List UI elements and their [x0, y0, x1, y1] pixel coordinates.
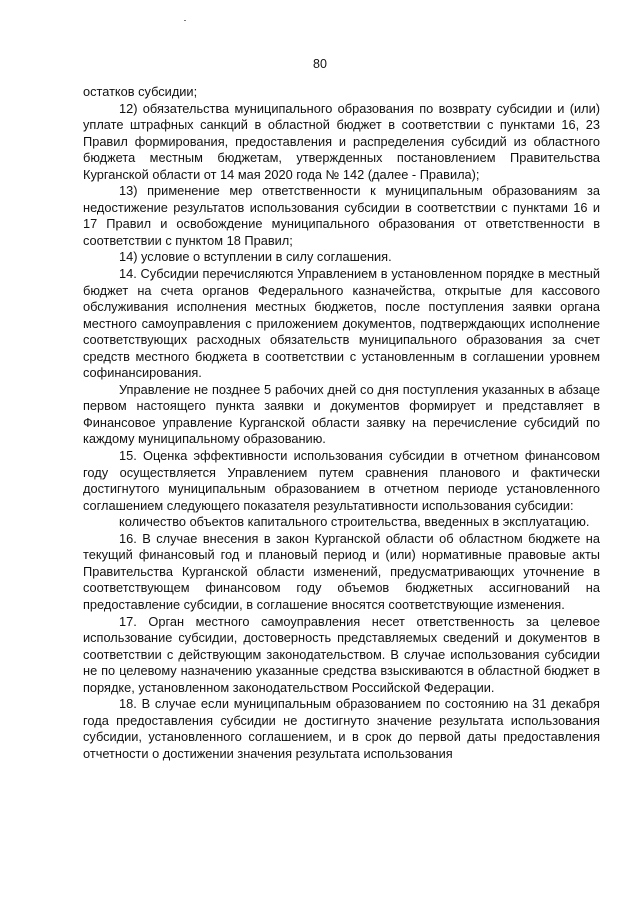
paragraph-section-15-indicator: количество объектов капитального строительства, введенных в эксплуатацию. [119, 514, 590, 530]
paragraph-section-17: 17. Орган местного самоуправления несет ответственность за целевое использование субсидии, достоверность представляемых сведений и документов в соответствии с действующим законодательством. В случае использования субсидии не по целевому назначению указанные средства взыскиваются в областной бюджет в порядке, установленном законодательством Российской Федерации. [83, 613, 600, 695]
paragraph-item-13: 13) применение мер ответственности к муниципальным образованиям за недостижение результатов использования субсидии в соответствии с пунктами 16 и 17 Правил и освобождение муниципального образования от ответственности в соответствии с пунктом 18 Правил; [83, 183, 600, 248]
paragraph-continuation: остатков субсидии; [83, 84, 198, 99]
document-body [83, 84, 600, 762]
paragraph-section-14: 14. Субсидии перечисляются Управлением в установленном порядке в местный бюджет на счета органов Федерального казначейства, открытые для кассового обслуживания исполнения местных бюджетов, после поступления заявки органа местного самоуправления с приложением документов, подтверждающих исполнение соответствующих расходных обязательств муниципального образования за счет средств местного бюджета в соответствии с установленным в соглашении уровнем софинансирования. [83, 266, 600, 381]
paragraph-section-15: 15. Оценка эффективности использования субсидии в отчетном финансовом году осуществляется Управлением путем сравнения планового и фактически достигнутого муниципальным образованием в отчетном периоде установленного соглашением следующего показателя результативности использования субсидии: [83, 448, 600, 513]
speck-mark [184, 20, 186, 21]
paragraph-section-16: 16. В случае внесения в закон Курганской области об областном бюджете на текущий финансовый год и плановый период и (или) нормативные правовые акты Правительства Курганской области изменений, предусматривающих уточнение в соответствующем финансовом году объемов бюджетных ассигнований на предоставление субсидии, в соглашение вносятся соответствующие изменения. [83, 530, 600, 612]
paragraph-item-14-condition: 14) условие о вступлении в силу соглашения. [119, 249, 392, 265]
page-number: 80 [313, 57, 327, 71]
paragraph-section-14-continued: Управление не позднее 5 рабочих дней со дня поступления указанных в абзаце первом настоящего пункта заявки и документов формирует и представляет в Финансовое управление Курганской области заявку на перечисление субсидий по каждому муниципальному образованию. [83, 381, 600, 447]
paragraph-item-12: 12) обязательства муниципального образования по возврату субсидии и (или) уплате штрафных санкций в областной бюджет в соответствии с пунктами 16, 23 Правил формирования, предоставления и распределения субсидий из областного бюджета местным бюджетам, утвержденных постановлением Правительства Курганской области от 14 мая 2020 года № 142 (далее - Правила); [83, 100, 600, 182]
paragraph-section-18: 18. В случае если муниципальным образованием по состоянию на 31 декабря года предоставления субсидии не достигнуто значение результата использования субсидии, установленного соглашением, и в срок до первой даты предоставления отчетности о достижении значения результата использования [83, 696, 600, 761]
